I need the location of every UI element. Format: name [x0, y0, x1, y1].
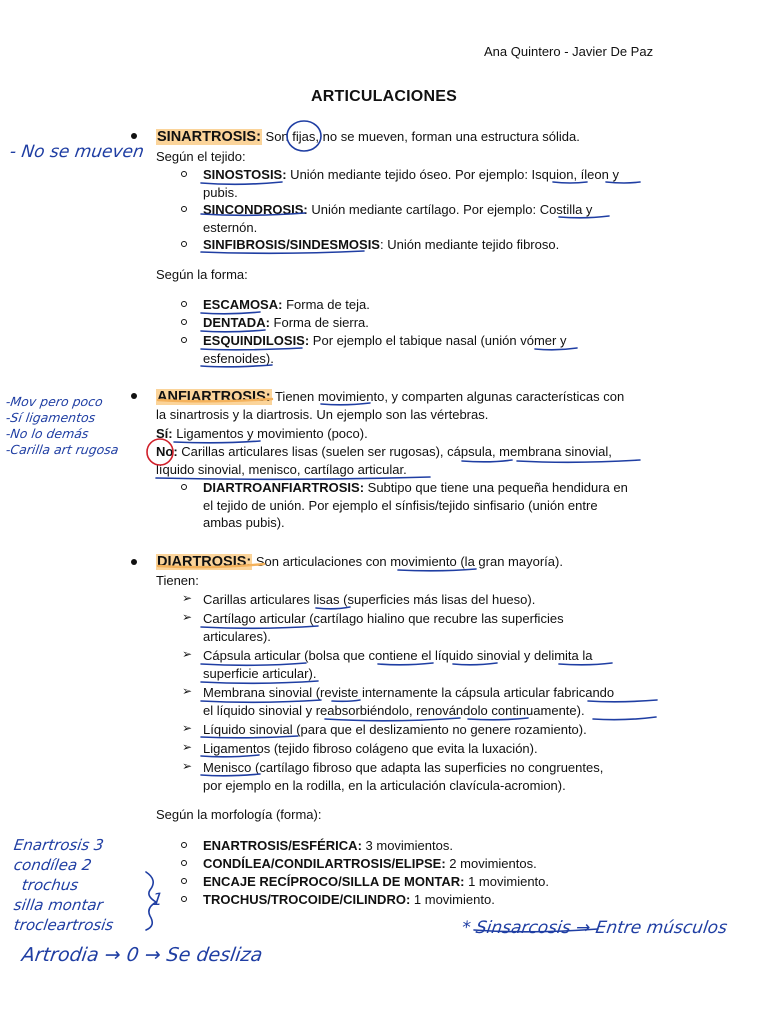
morph-item [203, 891, 495, 908]
handwritten-note: -Sí ligamentos [4, 410, 97, 425]
page-title: ARTICULACIONES [311, 88, 457, 105]
anfiartrosis-line [156, 388, 624, 406]
circle-bullet [181, 878, 187, 884]
diartrosis-item: Carillas articulares lisas (superficies más lisas del hueso). [203, 592, 536, 607]
diartrosis-item-cont: superficie articular). [203, 666, 317, 681]
morph-text: 2 movimientos. [445, 856, 537, 871]
circle-bullet [181, 301, 187, 307]
circle-bullet [181, 337, 187, 343]
bullet-dot [131, 133, 137, 139]
morph-item [203, 837, 453, 854]
diartrosis-desc: Son articulaciones con movimiento (la gran mayoría). [252, 554, 563, 569]
arrow-bullet-icon: ➢ [182, 610, 193, 624]
diartroanfiartrosis-text-cont: ambas pubis). [203, 515, 285, 530]
arrow-bullet-icon: ➢ [182, 647, 193, 661]
tissue-text: Unión mediante cartílago. Por ejemplo: Costilla y [307, 202, 593, 217]
anfiartrosis-desc-cont: la sinartrosis y la diartrosis. Un ejemplo son las vértebras. [156, 407, 489, 422]
shape-term: DENTADA: [203, 315, 270, 330]
diartrosis-item: Cartílago articular (cartílago hialino que recubre las superficies [203, 611, 564, 626]
handwritten-note: * Sinsarcosis → Entre músculos [460, 918, 729, 938]
shape-term: ESCAMOSA: [203, 297, 283, 312]
tissue-term: SINOSTOSIS: [203, 167, 287, 182]
shape-text: Por ejemplo el tabique nasal (unión vómer y [309, 333, 567, 348]
morph-term: TROCHUS/TROCOIDE/CILINDRO: [203, 892, 411, 907]
tissue-text: : Unión mediante tejido fibroso. [379, 237, 560, 252]
bullet-dot [131, 559, 137, 565]
tissue-item [203, 201, 592, 218]
handwritten-note: 1 [150, 890, 165, 910]
arrow-bullet-icon: ➢ [182, 759, 193, 773]
diartrosis-item: Líquido sinovial (para que el deslizamiento no genere rozamiento). [203, 722, 587, 737]
si-text: Ligamentos y movimiento (poco). [172, 426, 368, 441]
handwritten-note: condílea 2 [12, 856, 93, 874]
by-tissue-heading: Según el tejido: [156, 149, 246, 164]
handwritten-note: -Mov pero poco [4, 394, 104, 409]
bullet-dot [131, 393, 137, 399]
arrow-bullet-icon: ➢ [182, 740, 193, 754]
morph-item [203, 873, 549, 890]
circle-bullet [181, 171, 187, 177]
sinartrosis-line [156, 128, 580, 146]
handwritten-note: Enartrosis 3 [12, 836, 105, 854]
arrow-bullet-icon: ➢ [182, 721, 193, 735]
author-header: Ana Quintero - Javier De Paz [484, 44, 654, 59]
handwritten-note: -No lo demás [4, 426, 90, 441]
tissue-text-cont: esternón. [203, 220, 258, 235]
diartrosis-item-cont: articulares). [203, 629, 271, 644]
shape-text-cont: esfenoides). [203, 351, 274, 366]
morph-text: 1 movimiento. [410, 892, 495, 907]
handwritten-note: silla montar [12, 896, 105, 914]
morph-text: 3 movimientos. [361, 838, 453, 853]
circle-bullet [181, 319, 187, 325]
tissue-item [203, 166, 619, 183]
handwritten-note: - No se mueven [8, 142, 146, 162]
arrow-bullet-icon: ➢ [182, 684, 193, 698]
circle-bullet [181, 241, 187, 247]
handwritten-note: trocleartrosis [12, 916, 115, 934]
anfiartrosis-no [156, 443, 612, 460]
si-label: Sí: [156, 426, 173, 441]
handwritten-note: Artrodia → 0 → Se desliza [20, 944, 264, 966]
by-shape-heading: Según la forma: [156, 267, 248, 282]
diartroanfiartrosis-item [203, 479, 628, 496]
circle-bullet [181, 896, 187, 902]
diartrosis-term: DIARTROSIS: [157, 554, 252, 570]
circle-bullet [181, 860, 187, 866]
circle-bullet [181, 206, 187, 212]
shape-item [203, 314, 369, 331]
diartroanfiartrosis-term: DIARTROANFIARTROSIS: [203, 480, 365, 495]
tissue-term: SINFIBROSIS/SINDESMOSIS [203, 237, 380, 252]
no-text-cont: líquido sinovial, menisco, cartílago articular. [156, 462, 407, 477]
morph-item [203, 855, 537, 872]
shape-item [203, 332, 566, 349]
circle-bullet [181, 484, 187, 490]
arrow-bullet-icon: ➢ [182, 591, 193, 605]
handwritten-note: -Carilla art rugosa [4, 442, 120, 457]
shape-text: Forma de sierra. [269, 315, 369, 330]
morph-term: CONDÍLEA/CONDILARTROSIS/ELIPSE: [203, 856, 446, 871]
morph-term: ENARTROSIS/ESFÉRICA: [203, 838, 362, 853]
diartrosis-item: Membrana sinovial (reviste internamente la cápsula articular fabricando [203, 685, 615, 700]
sinartrosis-term: SINARTROSIS: [157, 129, 261, 145]
tissue-item [203, 236, 559, 253]
handwritten-note: trochus [20, 876, 80, 894]
diartroanfiartrosis-text-cont: el tejido de unión. Por ejemplo el sínfisis/tejido sinfisario (unión entre [203, 498, 598, 513]
anfiartrosis-term: ANFIARTROSIS: [157, 389, 271, 405]
diartrosis-item: Ligamentos (tejido fibroso colágeno que evita la luxación). [203, 741, 538, 756]
morph-term: ENCAJE RECÍPROCO/SILLA DE MONTAR: [203, 874, 465, 889]
shape-item [203, 296, 370, 313]
morph-text: 1 movimiento. [464, 874, 550, 889]
diartrosis-item-cont: por ejemplo en la rodilla, en la articulación clavícula-acromion). [203, 778, 566, 793]
diartrosis-line [156, 553, 563, 571]
no-text: Carillas articulares lisas (suelen ser rugosas), cápsula, membrana sinovial, [177, 444, 612, 459]
sinartrosis-desc: Son fijas, no se mueven, forman una estructura sólida. [261, 129, 580, 144]
circle-bullet [181, 842, 187, 848]
shape-term: ESQUINDILOSIS: [203, 333, 310, 348]
no-label: No: [156, 444, 178, 459]
shape-text: Forma de teja. [282, 297, 370, 312]
diartrosis-item: Menisco (cartílago fibroso que adapta las superficies no congruentes, [203, 760, 604, 775]
tissue-text-cont: pubis. [203, 185, 238, 200]
tissue-term: SINCONDROSIS: [203, 202, 308, 217]
anfiartrosis-desc: Tienen movimiento, y comparten algunas características con [271, 389, 625, 404]
by-morphology-heading: Según la morfología (forma): [156, 807, 322, 822]
tienen-heading: Tienen: [156, 573, 199, 588]
diartroanfiartrosis-text: Subtipo que tiene una pequeña hendidura en [364, 480, 628, 495]
diartrosis-item-cont: el líquido sinovial y reabsorbiéndolo, renovándolo continuamente). [203, 703, 585, 718]
anfiartrosis-si [156, 425, 368, 442]
diartrosis-item: Cápsula articular (bolsa que contiene el líquido sinovial y delimita la [203, 648, 593, 663]
tissue-text: Unión mediante tejido óseo. Por ejemplo: Isquion, íleon y [286, 167, 619, 182]
